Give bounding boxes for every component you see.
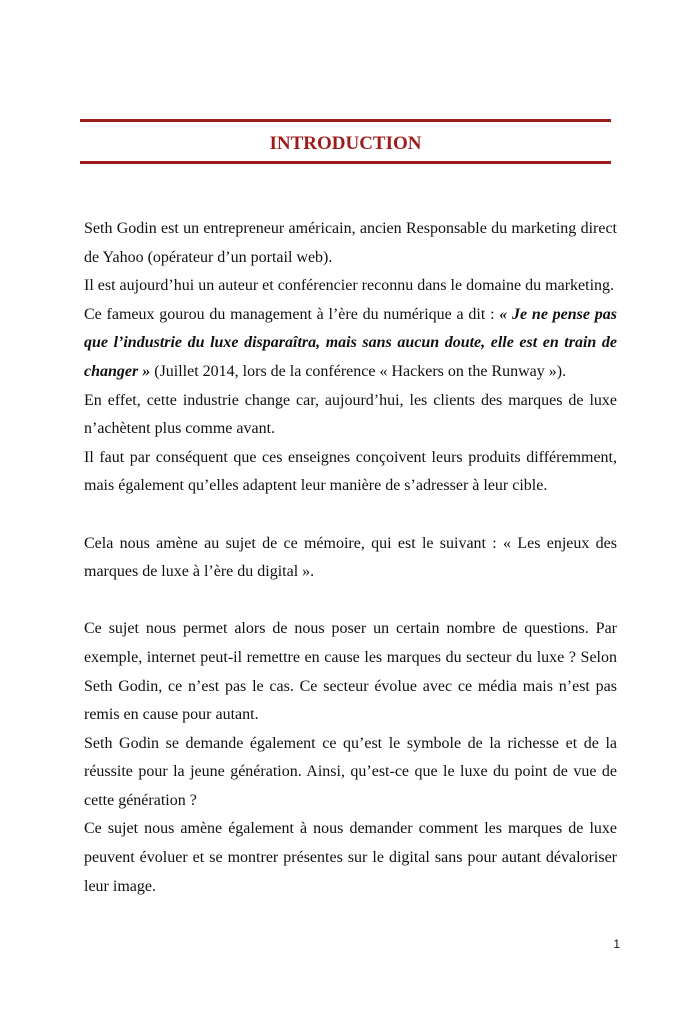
page-title: INTRODUCTION (269, 133, 422, 154)
introduction-body (84, 215, 617, 901)
paragraph-author-role: Il est aujourd’hui un auteur et conférencier reconnu dans le domaine du marketing. (84, 277, 615, 295)
page-number: 1 (613, 937, 620, 951)
paragraph-digital-presence: Ce sujet nous amène également à nous demander comment les marques de luxe peuvent évoluer et se montrer présentes sur le digital sans pour autant dévaloriser leur image. (84, 820, 617, 895)
paragraph-thesis-subject: Cela nous amène au sujet de ce mémoire, qui est le suivant : « Les enjeux des marques de luxe à l’ère du digital ». (84, 534, 617, 581)
paragraph-gap (84, 501, 617, 530)
quote-source: (Juillet 2014, lors de la conférence « Hackers on the Runway »). (150, 362, 567, 380)
quote-intro: Ce fameux gourou du management à l’ère du numérique a dit : (84, 305, 500, 323)
paragraph-industry-change: En effet, cette industrie change car, aujourd’hui, les clients des marques de luxe n’achètent plus comme avant. (84, 391, 617, 438)
title-top-rule (80, 119, 611, 122)
paragraph-gap (84, 587, 617, 616)
paragraph-questions: Ce sujet nous permet alors de nous poser un certain nombre de questions. Par exemple, internet peut-il remettre en cause les marques du secteur du luxe ? Selon Seth Godin, ce n’est pas le cas. Ce secteur évolue avec ce média mais n’est pas remis en cause pour autant. (84, 620, 617, 724)
title-bottom-rule (80, 161, 611, 164)
godin-quote: « Je ne pense pas que l’industrie du luxe disparaîtra, mais sans aucun doute, elle est en train de changer » (84, 305, 617, 380)
paragraph-quote (84, 301, 617, 387)
paragraph-brand-adaptation: Il faut par conséquent que ces enseignes conçoivent leurs produits différemment, mais également qu’elles adaptent leur manière de s’adresser à leur cible. (84, 448, 617, 495)
paragraph-young-generation: Seth Godin se demande également ce qu’est le symbole de la richesse et de la réussite pour la jeune génération. Ainsi, qu’est-ce que le luxe du point de vue de cette génération ? (84, 734, 617, 809)
paragraph-seth-godin-bio: Seth Godin est un entrepreneur américain, ancien Responsable du marketing direct de Yahoo (opérateur d’un portail web). (84, 220, 617, 266)
